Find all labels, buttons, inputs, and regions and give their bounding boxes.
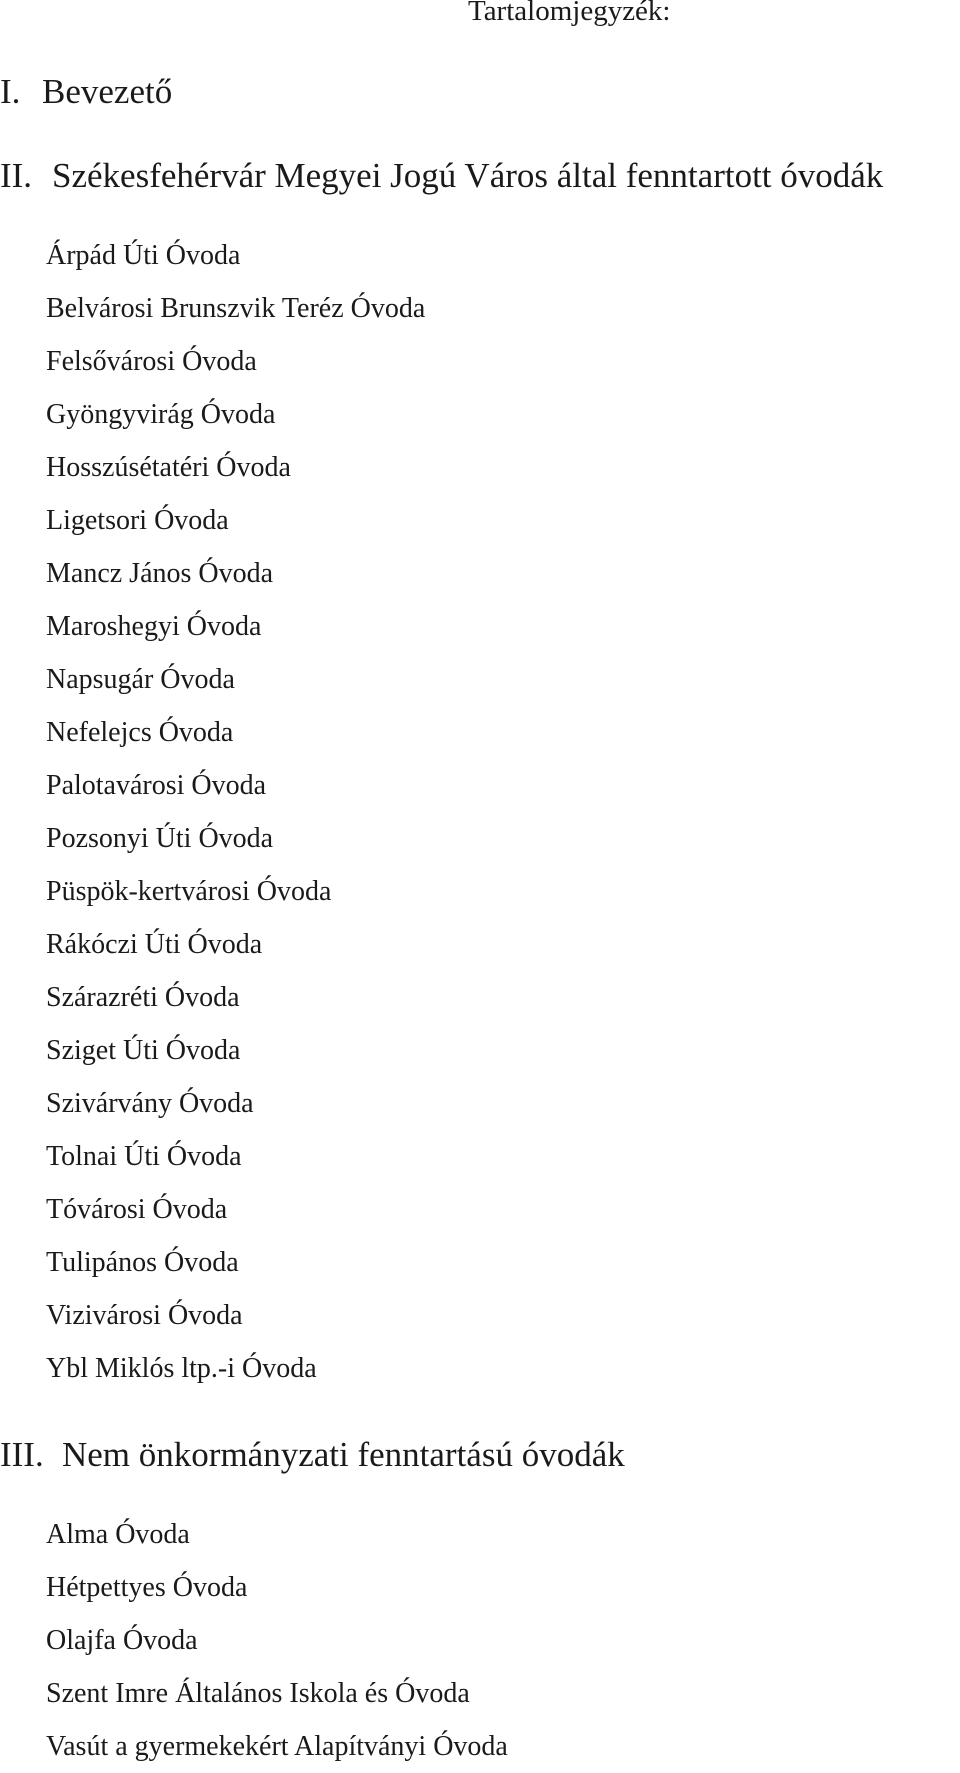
list-item: Gyöngyvirág Óvoda	[46, 399, 276, 430]
list-item: Püspök-kertvárosi Óvoda	[46, 876, 332, 907]
list-item: Tolnai Úti Óvoda	[46, 1141, 242, 1172]
list-item: Árpád Úti Óvoda	[46, 240, 241, 271]
list-item: Nefelejcs Óvoda	[46, 717, 234, 748]
section-number: I.	[0, 72, 21, 111]
list-item: Alma Óvoda	[46, 1519, 190, 1550]
municipal-kindergarten-list	[46, 229, 425, 1395]
non-municipal-kindergarten-list	[46, 1508, 508, 1773]
list-item: Rákóczi Úti Óvoda	[46, 929, 263, 960]
section-heading-non-municipal-kindergartens	[0, 1435, 625, 1475]
section-title: Székesfehérvár Megyei Jogú Város által fenntartott óvodák	[52, 156, 884, 195]
list-item: Tóvárosi Óvoda	[46, 1194, 228, 1225]
section-title: Nem önkormányzati fenntartású óvodák	[62, 1435, 625, 1474]
list-item: Napsugár Óvoda	[46, 664, 235, 695]
list-item: Sziget Úti Óvoda	[46, 1035, 241, 1066]
list-item: Vizivárosi Óvoda	[46, 1300, 243, 1331]
section-heading-introduction	[0, 72, 172, 112]
list-item: Tulipános Óvoda	[46, 1247, 239, 1278]
list-item: Mancz János Óvoda	[46, 558, 274, 589]
list-item: Felsővárosi Óvoda	[46, 346, 257, 377]
list-item: Ybl Miklós ltp.-i Óvoda	[46, 1353, 317, 1384]
list-item: Vasút a gyermekekért Alapítványi Óvoda	[46, 1731, 508, 1762]
list-item: Hosszúsétatéri Óvoda	[46, 452, 291, 483]
list-item: Hétpettyes Óvoda	[46, 1572, 248, 1603]
list-item: Szivárvány Óvoda	[46, 1088, 254, 1119]
list-item: Szent Imre Általános Iskola és Óvoda	[46, 1678, 470, 1709]
list-item: Szárazréti Óvoda	[46, 982, 240, 1013]
list-item: Olajfa Óvoda	[46, 1625, 198, 1656]
list-item: Pozsonyi Úti Óvoda	[46, 823, 274, 854]
list-item: Maroshegyi Óvoda	[46, 611, 262, 642]
section-number: III.	[0, 1435, 44, 1474]
list-item: Ligetsori Óvoda	[46, 505, 229, 536]
list-item: Belvárosi Brunszvik Teréz Óvoda	[46, 293, 426, 324]
section-title: Bevezető	[42, 72, 173, 111]
section-number: II.	[0, 156, 33, 195]
toc-title: Tartalomjegyzék:	[468, 0, 671, 27]
list-item: Palotavárosi Óvoda	[46, 770, 267, 801]
section-heading-municipal-kindergartens	[0, 156, 883, 196]
